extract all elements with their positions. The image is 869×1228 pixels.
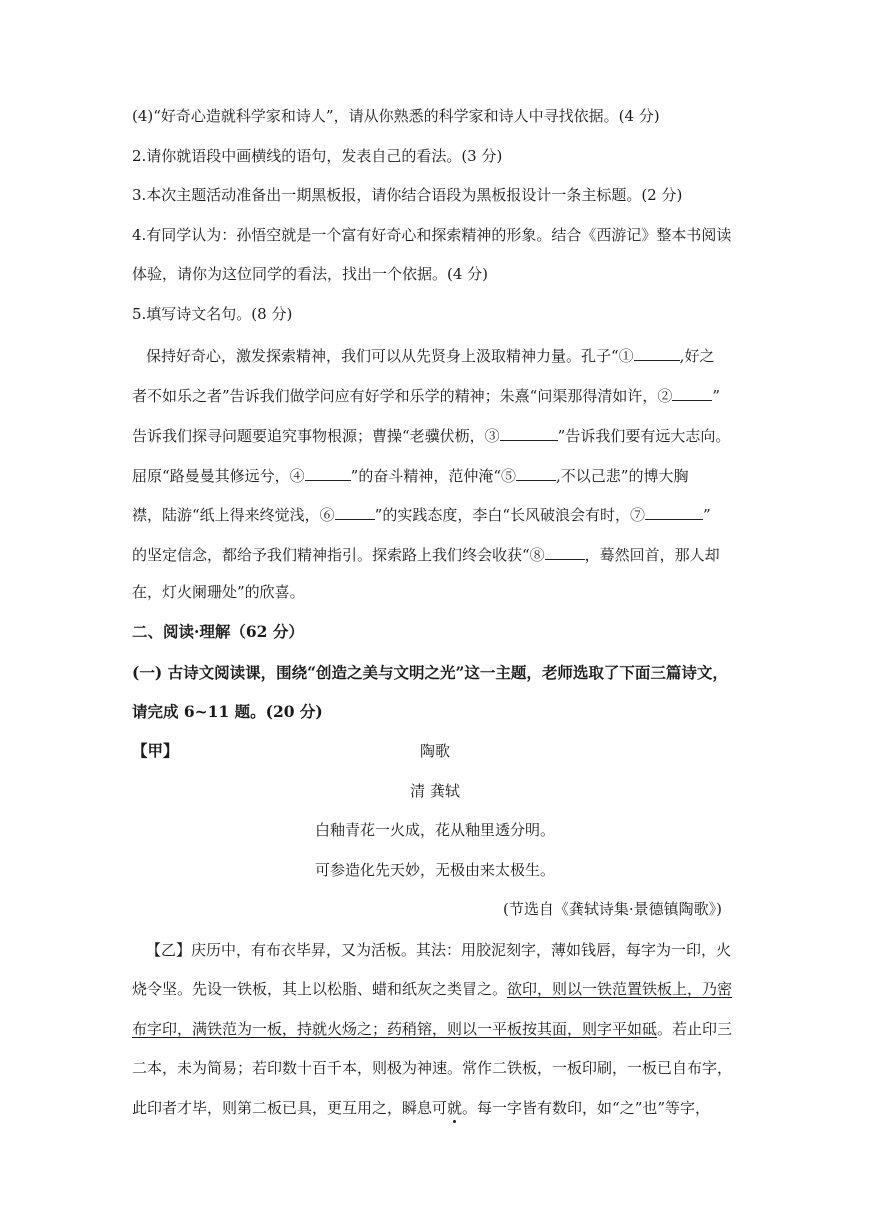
fill-blank-3[interactable] [500, 424, 558, 441]
poem-jia-line-2: 可参造化先天妙，无极由来太极生。 [314, 861, 555, 879]
fill-blank-5[interactable] [516, 464, 556, 481]
underlined-sentence: 欲印，则以一铁范置铁板上，乃密 [507, 980, 733, 998]
fill-blank-7[interactable] [645, 503, 703, 520]
question-4-line-1: 4.有同学认为：孙悟空就是一个富有好奇心和探索精神的形象。结合《西游记》整本书阅读 [132, 226, 732, 244]
section-2-heading: 二、阅读·理解（62 分） [132, 622, 304, 641]
question-4-sub: (4)“好奇心造就科学家和诗人”，请从你熟悉的科学家和诗人中寻找依据。(4 分) [132, 107, 660, 125]
question-5: 5.填写诗文名句。(8 分) [132, 305, 293, 323]
poem-jia-marker: 【甲】 [132, 741, 179, 760]
emphasis-dotted-char: 就 [447, 1099, 463, 1117]
fill-passage-line-1: 保持好奇心，激发探索精神，我们可以从先贤身上汲取精神力量。孔子“① ,好之 [146, 344, 738, 366]
poem-jia-author: 清 龚轼 [410, 782, 460, 800]
poem-jia-source: (节选自《龚轼诗集·景德镇陶歌》) [503, 900, 722, 918]
passage-yi-line-4: 二本，未为简易；若印数十百千本，则极为神速。常作二铁板，一板印刷，一板已自布字， [132, 1059, 733, 1077]
fill-blank-6[interactable] [335, 503, 375, 520]
passage-yi-line-3: 布字印，满铁范为一板，持就火炀之；药稍镕，则以一平板按其面，则字平如砥。若止印三 [132, 1020, 733, 1038]
passage-yi-line-1: 【乙】庆历中，有布衣毕昇，又为活板。其法：用胶泥刻字，薄如钱唇，每字为一印，火 [146, 941, 732, 959]
fill-blank-1[interactable] [634, 344, 680, 361]
question-2: 2.请你就语段中画横线的语句，发表自己的看法。(3 分) [132, 147, 503, 165]
passage-yi-line-5: 此印者才毕，则第二板已具，更互用之，瞬息可就。每一字皆有数印，如“之”也”等字， [132, 1099, 711, 1117]
poem-jia-title: 陶歌 [419, 742, 450, 760]
question-3: 3.本次主题活动准备出一期黑板报，请你结合语段为黑板报设计一条主标题。(2 分) [132, 186, 683, 204]
fill-passage-line-4: 屈原“路曼曼其修远兮，④ ”的奋斗精神，范仲淹“⑤ ,不以己悲”的博大胸 [132, 464, 738, 486]
passage-yi-line-2: 烧令坚。先设一铁板，其上以松脂、蜡和纸灰之类冒之。欲印，则以一铁范置铁板上，乃密 [132, 980, 733, 998]
fill-passage-line-7: 在，灯火阑珊处”的欣喜。 [132, 583, 305, 601]
fill-passage-line-6: 的坚定信念，都给予我们精神指引。探索路上我们终会收获“⑧ ，蓦然回首，那人却 [132, 543, 738, 565]
fill-passage-line-5: 襟，陆游“纸上得来终觉浅，⑥ ”的实践态度，李白“长风破浪会有时，⑦ ” [132, 503, 738, 525]
question-4-line-2: 体验，请你为这位同学的看法，找出一个依据。(4 分) [132, 265, 489, 283]
underlined-sentence: 布字印，满铁范为一板，持就火炀之；药稍镕，则以一平板按其面，则字平如砥 [132, 1020, 658, 1038]
section-2-intro-line-1: (一) 古诗文阅读课，围绕“创造之美与文明之光”这一主题，老师选取了下面三篇诗文， [132, 663, 728, 682]
fill-blank-2[interactable] [672, 384, 712, 401]
poem-jia-line-1: 白釉青花一火成，花从釉里透分明。 [314, 821, 555, 839]
fill-blank-8[interactable] [545, 543, 585, 560]
fill-passage-line-2: 者不如乐之者”告诉我们做学问应有好学和乐学的精神；朱熹“问渠那得清如许，② ” [132, 384, 738, 406]
fill-blank-4[interactable] [305, 464, 351, 481]
fill-passage-line-3: 告诉我们探寻问题要追究事物根源；曹操“老骥伏枥，③ ”告诉我们要有远大志向。 [132, 424, 738, 446]
section-2-intro-line-2: 请完成 6~11 题。(20 分) [132, 702, 323, 721]
